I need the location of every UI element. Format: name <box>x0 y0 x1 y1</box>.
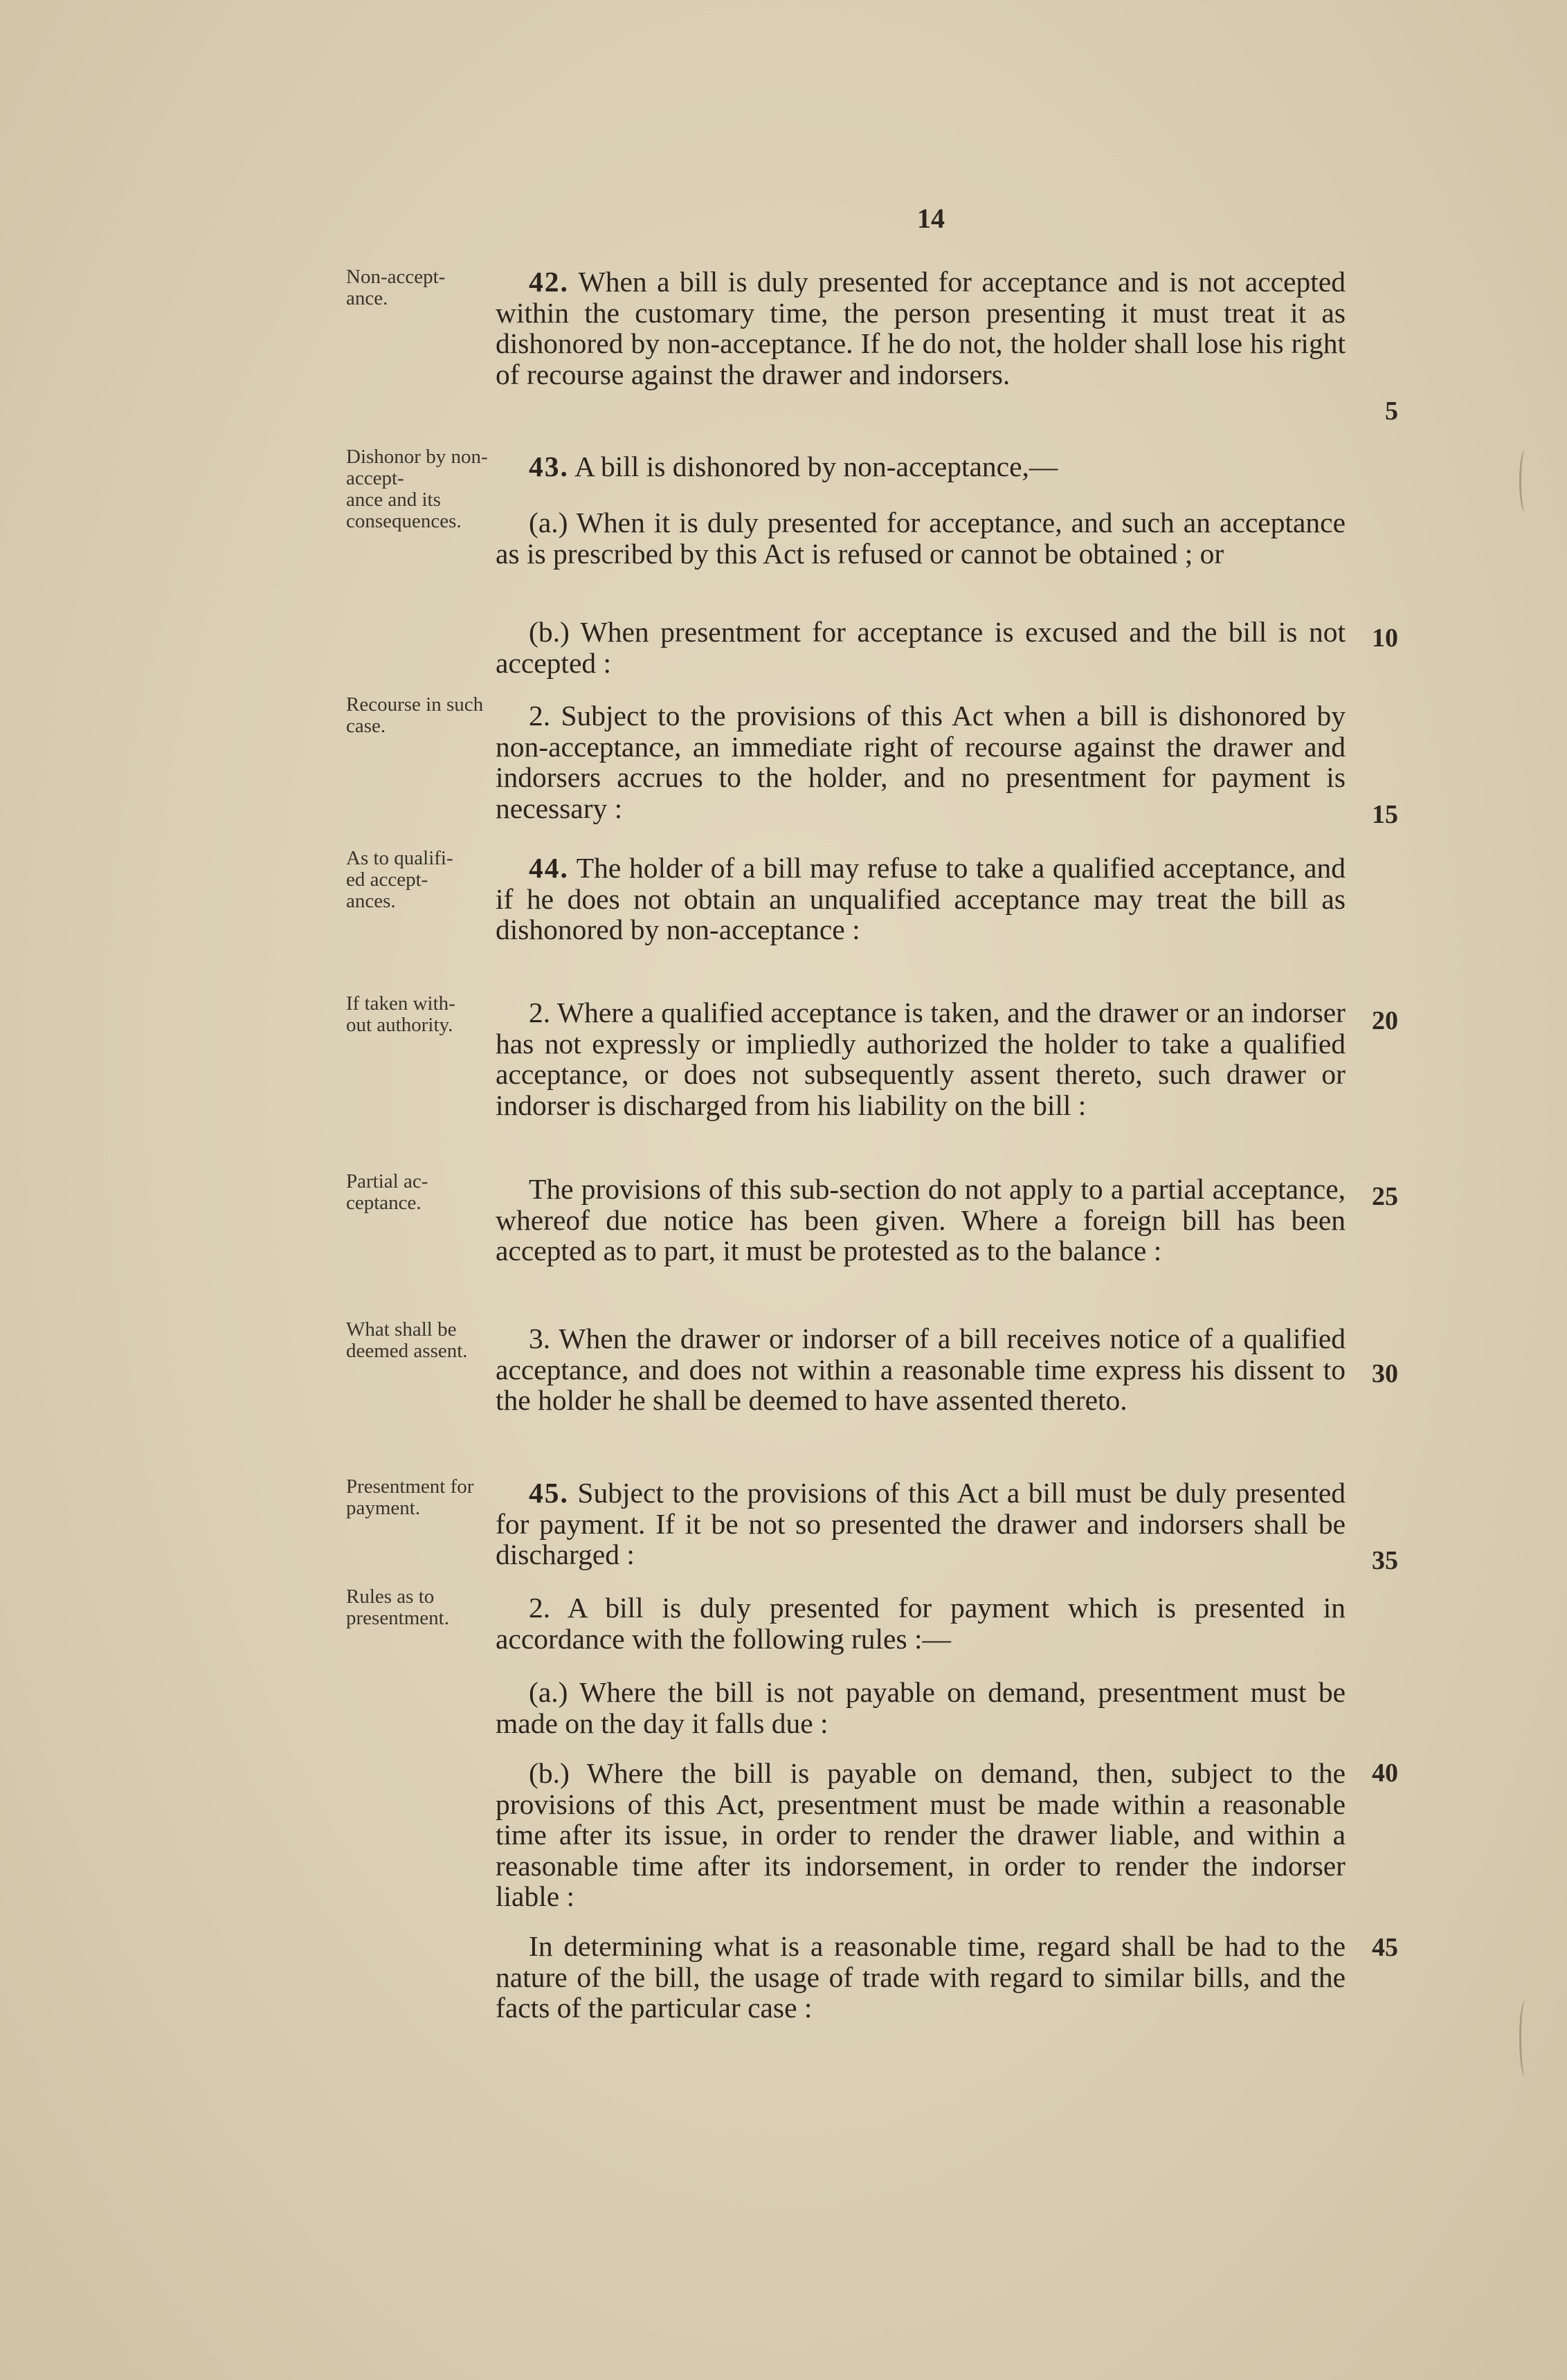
section-number: 44. <box>529 852 569 884</box>
line-number: 10 <box>1372 624 1398 653</box>
margin-note-presentment: Presentment for payment. <box>346 1475 474 1519</box>
section-text: Subject to the provisions of this Act a bill must be duly presented for payment. If it be not so presented the drawer and indorsers shall be discharged : <box>496 1477 1346 1570</box>
margin-note-dishonor: Dishonor by non-accept- ance and its consequences. <box>346 446 488 532</box>
section-text: A bill is dishonored by non-acceptance,— <box>568 451 1058 482</box>
margin-note-recourse: Recourse in such case. <box>346 693 484 737</box>
section-43-paragraph <box>496 451 1346 482</box>
margin-note-non-acceptance: Non-accept- ance. <box>346 266 446 309</box>
section-text: The holder of a bill may refuse to take a qualified acceptance, and if he does not obtain an unqualified acceptance may treat the bill as dishonored by non-acceptance : <box>496 852 1346 945</box>
page-number: 14 <box>917 203 945 234</box>
margin-note-partial-acceptance: Partial ac- ceptance. <box>346 1170 428 1214</box>
line-number: 25 <box>1372 1182 1398 1211</box>
section-45-clause-a: (a.) Where the bill is not payable on demand, presentment must be made on the day it falls due : <box>496 1676 1346 1739</box>
paper-edge-mark <box>1519 2000 1531 2076</box>
paper-edge-mark <box>1519 450 1531 512</box>
line-number: 20 <box>1372 1006 1398 1035</box>
section-44-subsection-2: 2. Where a qualified acceptance is taken, and the drawer or an indorser has not expressly or impliedly authorized the holder to take a qualified acceptance, or does not subsequently assent thereto, such drawer or indorser is discharged from his liability on the bill : <box>496 997 1346 1121</box>
line-number: 15 <box>1372 800 1398 829</box>
section-43-clause-a: (a.) When it is duly presented for acceptance, and such an acceptance as is prescribed by this Act is refused or cannot be obtained ; or <box>496 507 1346 570</box>
line-number: 30 <box>1372 1359 1398 1388</box>
section-number: 43. <box>529 451 569 482</box>
margin-note-rules-presentment: Rules as to presentment. <box>346 1586 449 1629</box>
section-number: 45. <box>529 1477 569 1509</box>
section-45-subsection-2: 2. A bill is duly presented for payment which is presented in accordance with the following rules :— <box>496 1592 1346 1655</box>
section-text: When a bill is duly presented for acceptance and is not accepted within the customary time, the person presenting it must treat it as dishonored by non-acceptance. If he do not, the holder shall lose his right of recourse against the drawer and indorsers. <box>496 266 1346 390</box>
section-43-clause-b: (b.) When presentment for acceptance is excused and the bill is not accepted : <box>496 616 1346 679</box>
line-number: 45 <box>1372 1933 1398 1962</box>
section-45-clause-b: (b.) Where the bill is payable on demand, then, subject to the provisions of this Act, presentment must be made within a reasonable time after its issue, in order to render the drawer liable, and within a reasonable time after its indorsement, in order to render the indorser liable : <box>496 1757 1346 1912</box>
line-number: 35 <box>1372 1546 1398 1575</box>
section-45-paragraph <box>496 1478 1346 1570</box>
section-42-paragraph <box>496 266 1346 390</box>
section-number: 42. <box>529 266 569 298</box>
section-44-subsection-3: 3. When the drawer or indorser of a bill receives notice of a qualified acceptance, and does not within a reasonable time express his dissent to the holder he shall be deemed to have assented thereto. <box>496 1323 1346 1416</box>
section-44-paragraph <box>496 853 1346 945</box>
margin-note-without-authority: If taken with- out authority. <box>346 992 455 1036</box>
section-43-subsection-2: 2. Subject to the provisions of this Act when a bill is dishonored by non-acceptance, an immediate right of recourse against the drawer and indorsers accrues to the holder, and no presentment for payment is necessary : <box>496 700 1346 824</box>
section-45-reasonable-time: In determining what is a reasonable time, regard shall be had to the nature of the bill, the usage of trade with regard to similar bills, and the facts of the particular case : <box>496 1930 1346 2024</box>
section-44-partial-acceptance: The provisions of this sub-section do not apply to a partial acceptance, whereof due notice has been given. Where a foreign bill has been accepted as to part, it must be protested as to the balance : <box>496 1173 1346 1266</box>
line-number: 5 <box>1385 397 1398 426</box>
margin-note-qualified-acceptances: As to qualifi- ed accept- ances. <box>346 847 453 912</box>
margin-note-deemed-assent: What shall be deemed assent. <box>346 1318 468 1362</box>
line-number: 40 <box>1372 1759 1398 1788</box>
